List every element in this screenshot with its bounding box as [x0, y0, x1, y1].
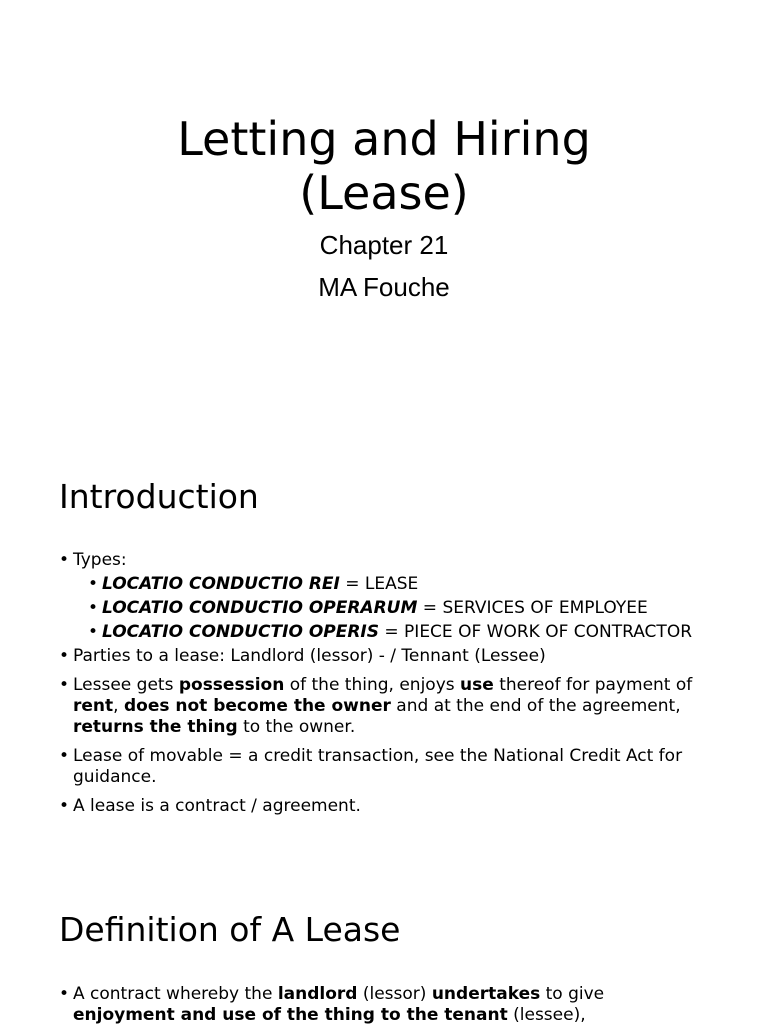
- type-item: [88, 598, 709, 619]
- bold-span: landlord: [277, 984, 358, 1004]
- slide-title: [0, 112, 768, 220]
- text-span: (lessee),: [507, 1005, 586, 1025]
- text-span: of the thing, enjoys: [284, 675, 461, 695]
- definition-bullets: [59, 984, 709, 1026]
- bold-span: enjoyment and use of the thing to the tenant: [73, 1005, 508, 1025]
- bold-span: undertakes: [431, 984, 541, 1004]
- introduction-bullets: [59, 550, 709, 817]
- bullet-parties: • Parties to a lease: Landlord (lessor) - / Tennant (Lessee): [59, 646, 709, 667]
- text-span: to the owner.: [237, 717, 356, 737]
- title-slide: [0, 0, 768, 448]
- bold-span: use: [460, 675, 494, 695]
- introduction-heading: Introduction: [59, 477, 259, 516]
- types-list: [73, 574, 709, 643]
- type-term: LOCATIO CONDUCTIO OPERARUM: [102, 598, 418, 618]
- text-span: (lessor): [357, 984, 432, 1004]
- title-line-1: Letting and Hiring: [177, 112, 591, 166]
- type-term: LOCATIO CONDUCTIO REI: [102, 574, 340, 594]
- bullet-movable: • Lease of movable = a credit transaction, see the National Credit Act for guidance.: [59, 746, 709, 788]
- bullet-lessee: [59, 675, 709, 738]
- bullet-contract: • A lease is a contract / agreement.: [59, 796, 709, 817]
- subtitle-chapter: Chapter 21: [319, 230, 449, 260]
- type-meaning: = PIECE OF WORK OF CONTRACTOR: [379, 622, 693, 642]
- bold-span: does not become the owner: [123, 696, 391, 716]
- text-span: to give: [540, 984, 605, 1004]
- bullet-definition: [59, 984, 709, 1026]
- bold-span: possession: [178, 675, 285, 695]
- text-span: A contract whereby the: [73, 984, 278, 1004]
- introduction-slide: [0, 448, 768, 1024]
- bold-span: rent: [73, 696, 114, 716]
- subtitle-author: MA Fouche: [318, 272, 450, 302]
- bold-span: returns the thing: [73, 717, 238, 737]
- text-span: ,: [113, 696, 124, 716]
- types-label: Types:: [73, 550, 127, 570]
- text-span: Lessee gets: [73, 675, 179, 695]
- text-span: and at the end of the agreement,: [390, 696, 681, 716]
- text-span: thereof for payment of: [493, 675, 693, 695]
- bullet-types: [59, 550, 709, 643]
- type-meaning: = SERVICES OF EMPLOYEE: [417, 598, 648, 618]
- title-line-2: (Lease): [299, 166, 469, 220]
- type-item: [88, 622, 709, 643]
- definition-heading: Definition of A Lease: [59, 910, 401, 949]
- type-term: LOCATIO CONDUCTIO OPERIS: [102, 622, 379, 642]
- type-item: [88, 574, 709, 595]
- type-meaning: = LEASE: [339, 574, 419, 594]
